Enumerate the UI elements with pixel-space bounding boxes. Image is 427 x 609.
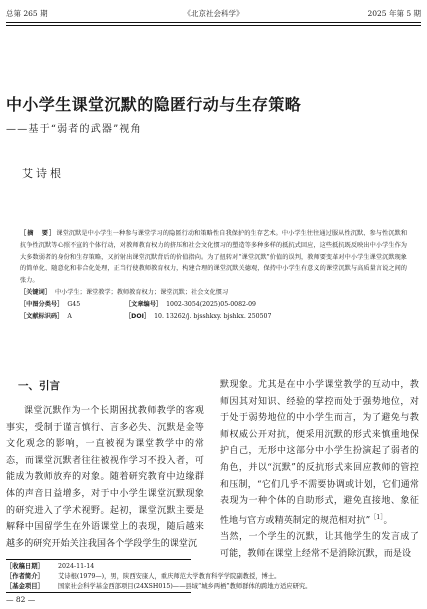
paragraph-text: 默现象。尤其是在中小学课堂教学的互动中，教师因其对知识、经验的掌控而处于强势地位，对于处于弱势地位的中小学生而言，为了避免与教师权威公开对抗，便采用沉默的形式来慎重地保护自己，无形中这部分中小学生扮演起了弱者的角色，并以“沉默”的反抗形式来回应教师的管控和压制，“它们几乎不需要协调或计划，它们通常表现为一种个体的自助形式，避免直接地、象征性地与官方或精英制定的规范相对抗” (220, 380, 419, 526)
header-rule-thin (6, 25, 421, 26)
clc-row (20, 299, 407, 311)
issue-number: 2025 年第 5 期 (367, 9, 421, 18)
body-paragraph (220, 377, 419, 529)
article-title: 中小学生课堂沉默的隐匿行动与生存策略 (6, 95, 302, 114)
journal-name: 《北京社会科学》 (183, 9, 244, 18)
clc-value: G45 (67, 300, 81, 308)
running-header (6, 7, 421, 21)
keywords-label: ［关键词］ (20, 288, 51, 296)
section-heading: 一、引言 (18, 380, 60, 392)
article-author: 艾诗根 (22, 167, 64, 180)
page-number: — 82 — (6, 595, 36, 604)
body-column-right (220, 377, 419, 563)
footnote-rule-bottom (6, 592, 191, 593)
paragraph-text-end: 。 (383, 515, 393, 526)
author-bio-value: 艾诗根(1979—)，男，陕西安康人，重庆师范大学教育科学学院副教授，博士。 (58, 573, 281, 581)
footnotes (6, 562, 421, 593)
doc-code-value: A (67, 312, 72, 320)
abstract-label: ［摘 要］ (20, 230, 57, 237)
citation-marker: ［1］ (370, 513, 384, 521)
article-no-label: ［文章编号］ (125, 300, 163, 308)
received-label: ［收稿日期］ (6, 563, 44, 570)
footnote-rule-top (6, 559, 191, 560)
keywords-value: 中小学生；课堂教学；教师教育权力；课堂沉默；社会文化惯习 (54, 288, 229, 296)
received-value: 2024-11-14 (58, 563, 95, 570)
clc-label: ［中图分类号］ (20, 300, 64, 308)
abstract-text: 课堂沉默是中小学生一种参与课堂学习的隐匿行动和策略性自我保护的生存艺术。中小学生往往通过服从性沉默、参与性沉默和抗争性沉默等心照不宣的个体行动，对教师教育权力的挤压和社会文化惯习的塑造等多种多样的抵抗式回应，这些抵抗既反映出中小学生作为大多数弱者的身份和生存策略，又折射出课堂沉默背后的价值指向。为了扭转对“课堂沉默”价值的误判，教师要变革对中小学生课堂沉默现象的简单化、随意化和非合化处理，正当行使教师教育权力，构建合理的课堂沉默关德观，保持中小学生有意义的课堂沉默与高质量言说之间的张力。 (20, 230, 408, 285)
header-rule-thick (6, 22, 421, 23)
keywords-row (20, 287, 407, 299)
received-date-row (6, 562, 421, 572)
article-subtitle: ——基于“弱者的武器”视角 (6, 124, 142, 135)
abstract (20, 228, 407, 287)
author-bio-label: ［作者简介］ (6, 573, 44, 581)
doi-value: 10. 13262/j. bjsshkxy. bjshkx. 250507 (154, 312, 272, 320)
doc-code-label: ［文献标识码］ (20, 312, 64, 320)
body-paragraph: 课堂沉默作为一个长期困扰教师教学的客观事实，受制于谨言慎行、言多必失、沉默是金等文化观念的影响，一直被视为课堂教学中的常态，而课堂沉默者往往被视作学习不投入者，可能成为教师放弃的对象。随着研究教育中边缘群体的声音日益增多，对于中小学生课堂沉默现象的研究进入了学术视野。起初，课堂沉默主要是解释中国留学生在外语课堂上的表现，随后越来越多的研究开始关注我国各个学段学生的课堂沉 (6, 406, 204, 549)
article-no-value: 1002-3054(2025)05-0082-09 (166, 300, 256, 308)
fund-label: ［基金项目］ (6, 583, 44, 591)
body-paragraph: 当然，一个学生的沉默，让其他学生的发言成了可能，教师在课堂上经常不是消除沉默，而是设 (220, 532, 419, 559)
issue-total: 总第 265 期 (6, 9, 48, 18)
abstract-block (20, 228, 407, 323)
fund-value: 国家社会科学基金西部项目(24XSH015)——县域“城乡两栖”教师群体的跨地方适应研究。 (58, 583, 312, 591)
body-column-left (6, 377, 204, 552)
doc-code-row (20, 311, 407, 323)
author-bio-row (6, 572, 421, 582)
doi-label: ［DOI］ (125, 312, 151, 320)
